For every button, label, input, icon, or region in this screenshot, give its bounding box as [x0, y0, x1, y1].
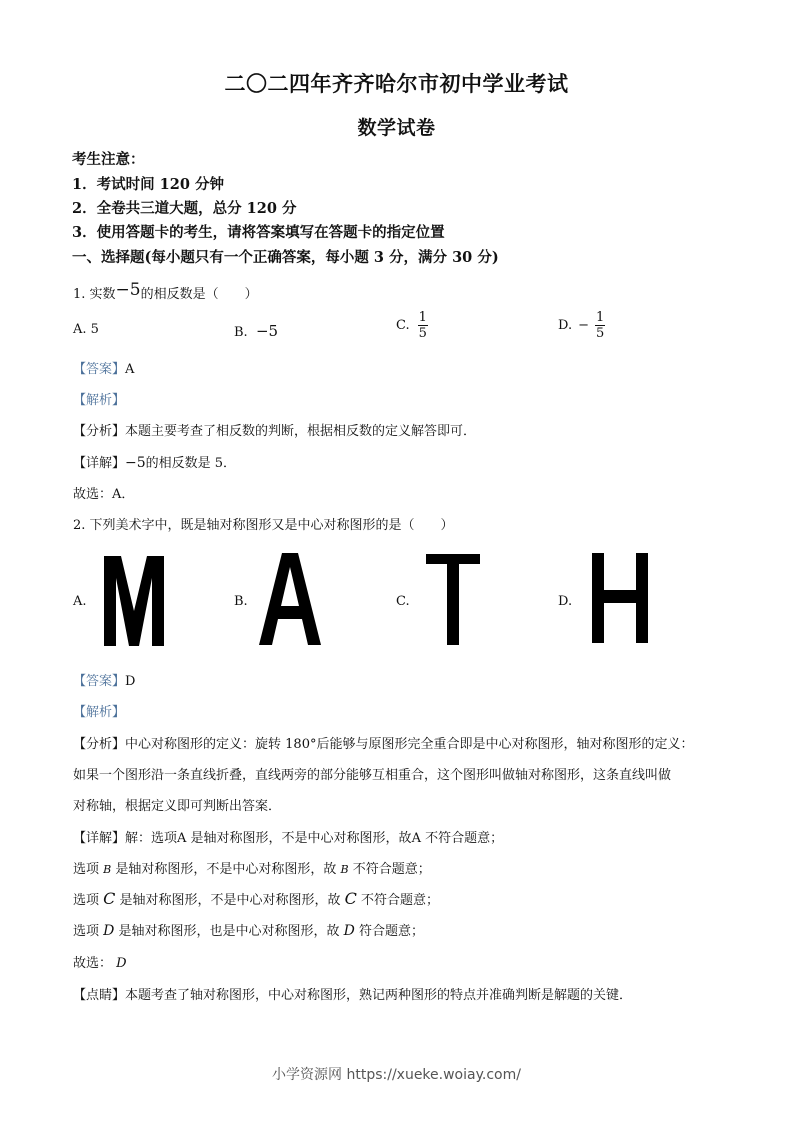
answer-label: 【答案】 [73, 362, 126, 377]
text: 是轴对称图形，不是中心对称图形，故 [186, 831, 412, 846]
fraction-denominator: 5 [418, 326, 427, 341]
xiangjie-text: 的相反数是 5． [145, 456, 237, 471]
question-2-xiangjie-line-1 [73, 827, 503, 846]
xiangjie-label: 【详解】 [73, 456, 126, 471]
question-2-dianjing [73, 984, 632, 1003]
dianjing-label: 【点睛】 [73, 988, 126, 1003]
option-ref: D [343, 923, 355, 939]
notice-item-2: 2．全卷共三道大题，总分 120 分 [72, 200, 297, 217]
text: 是轴对称图形，也是中心对称图形，故 [114, 924, 344, 939]
question-1-analysis-label: 【解析】 [73, 393, 126, 408]
question-2-option-c-key: C. [396, 594, 410, 609]
option-ref: A [177, 831, 187, 846]
xiangjie-math: −5 [125, 455, 146, 471]
question-2-option-b-key: B. [234, 594, 248, 609]
text: 不符合题意； [356, 893, 440, 908]
option-ref: A [411, 831, 421, 846]
text: 不符合题意； [420, 831, 504, 846]
question-2-option-a-key: A. [73, 594, 87, 609]
notice-item-3: 3．使用答题卡的考生，请将答案填写在答题卡的指定位置 [72, 224, 445, 241]
question-2-fenxi-line-2: 如果一个图形沿一条直线折叠，直线两旁的部分能够互相重合，这个图形叫做轴对称图形，这条直线叫做 [73, 768, 672, 783]
xiangjie-label: 【详解】 [73, 831, 126, 846]
answer-label: 【答案】 [73, 674, 126, 689]
question-1-xiangjie [73, 452, 236, 471]
text: 解：选项 [125, 831, 178, 846]
fraction-numerator: 1 [418, 310, 427, 325]
option-key: B. [234, 325, 248, 340]
text: 选项 [73, 862, 104, 877]
option-key: C. [396, 318, 410, 333]
option-key: D. [558, 318, 573, 333]
text: 是轴对称图形，不是中心对称图形，故 [115, 893, 345, 908]
text: 符合题意； [354, 924, 425, 939]
letter-m-image [104, 556, 164, 646]
question-2-option-d-key: D. [558, 594, 573, 609]
option-ref: B [103, 863, 112, 876]
option-ref: C [103, 889, 116, 908]
text: 不符合题意； [348, 862, 431, 877]
section-heading: 一、选择题(每小题只有一个正确答案，每小题 3 分，满分 30 分) [72, 249, 499, 266]
fraction-numerator: 1 [596, 310, 605, 325]
question-2-fenxi-line-1 [73, 733, 693, 752]
question-1-option-b [234, 322, 278, 340]
fenxi-label: 【分析】 [73, 737, 126, 752]
option-ref: D [103, 923, 115, 939]
notice-heading: 考生注意： [72, 151, 145, 168]
question-1-stem [73, 280, 258, 303]
letter-h-image [592, 553, 648, 643]
question-1-stem-prefix: 1. 实数 [73, 287, 116, 302]
letter-a-image [259, 553, 321, 645]
answer-value: A [125, 362, 135, 377]
fraction [418, 310, 428, 341]
question-2-stem: 2. 下列美术字中，既是轴对称图形又是中心对称图形的是（ ） [73, 518, 454, 533]
text: 是轴对称图形，不是中心对称图形，故 [111, 862, 341, 877]
option-key: A. [73, 322, 87, 337]
question-1-option-c [396, 310, 428, 341]
question-1-fenxi [73, 420, 476, 439]
option-value: −5 [255, 322, 279, 340]
fraction [595, 310, 605, 341]
text: 选项 [73, 893, 104, 908]
question-1-answer [73, 358, 134, 377]
fenxi-text: 中心对称图形的定义：旋转 180°后能够与原图形完全重合即是中心对称图形，轴对称图形的定义： [125, 737, 694, 752]
option-value: 5 [90, 322, 99, 337]
question-1-choose: 故选：A． [73, 487, 135, 502]
question-2-xiangjie-line-3 [73, 889, 439, 908]
text: 选项 [73, 924, 104, 939]
fenxi-label: 【分析】 [73, 424, 126, 439]
fraction-denominator: 5 [596, 326, 605, 341]
question-2-choose [73, 952, 127, 971]
answer-value: D [125, 674, 136, 689]
option-ref: B [340, 863, 349, 876]
minus-sign: − [578, 318, 589, 333]
question-2-analysis-label: 【解析】 [73, 705, 126, 720]
exam-subtitle: 数学试卷 [357, 117, 436, 139]
question-2-xiangjie-line-2 [73, 858, 431, 877]
question-1-stem-math: −5 [115, 280, 141, 300]
choose-label: 故选： [73, 956, 113, 971]
letter-t-image [426, 554, 480, 645]
notice-item-1: 1．考试时间 120 分钟 [72, 176, 224, 193]
question-1-option-d [558, 310, 605, 341]
dianjing-text: 本题考查了轴对称图形，中心对称图形，熟记两种图形的特点并准确判断是解题的关键． [125, 988, 633, 1003]
question-2-answer [73, 670, 135, 689]
question-2-fenxi-line-3: 对称轴，根据定义即可判断出答案． [73, 799, 282, 814]
question-1-option-a [73, 322, 99, 337]
choose-value: D [116, 956, 127, 971]
footer-watermark: 小学资源网 https://xueke.woiay.com/ [272, 1067, 521, 1083]
exam-title: 二〇二四年齐齐哈尔市初中学业考试 [224, 71, 569, 96]
option-ref: C [344, 889, 357, 908]
question-1-stem-suffix: 的相反数是（ ） [140, 287, 258, 302]
fenxi-text: 本题主要考查了相反数的判断，根据相反数的定义解答即可． [125, 424, 477, 439]
question-2-xiangjie-line-4 [73, 920, 424, 939]
